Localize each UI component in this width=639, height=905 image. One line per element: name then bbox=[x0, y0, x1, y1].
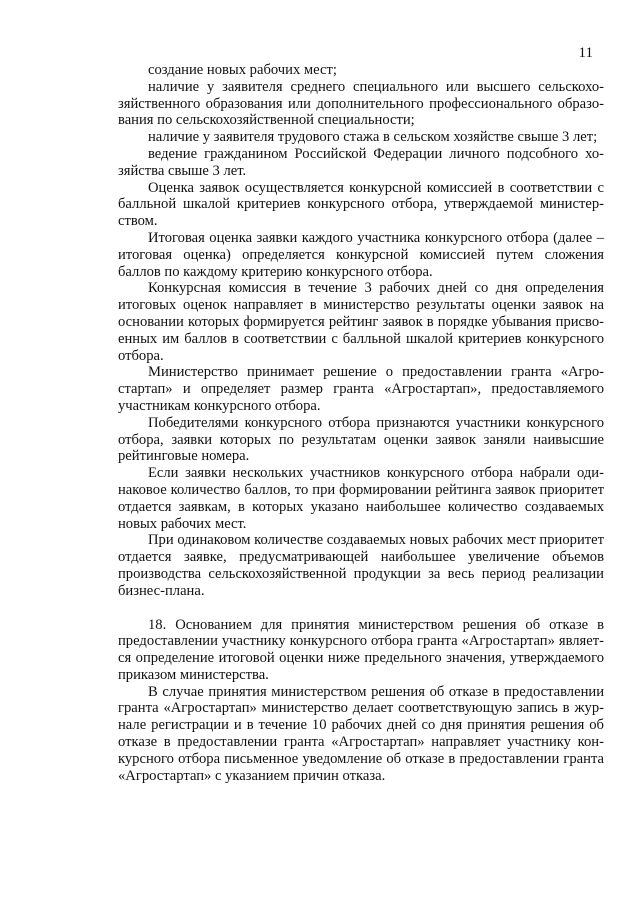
paragraph-commission-ranking: Конкурсная комиссия в течение 3 рабочих дней со дня определения итоговых оценок направляет в министерство результаты оценки заявок на основании которых формируется рейтинг заявок в порядке убывания присвоенных им баллов в соответствии с балльной шкалой критериев конкурсного отбора. bbox=[118, 280, 604, 364]
paragraph-criterion-education: наличие у заявителя среднего специального или высшего сельскохозяйственного образования или дополнительного профессионального образования по сельскохозяйственной специальности; bbox=[118, 78, 604, 129]
paragraph-ministry-decision: Министерство принимает решение о предоставлении гранта «Агростартап» и определяет размер гранта «Агростартап», предоставляемого участникам конкурсного отбора. bbox=[118, 364, 604, 414]
paragraph-section-18: 18. Основанием для принятия министерством решения об отказе в предоставлении участнику конкурсного отбора гранта «Агростартап» является определение итоговой оценки ниже предельного значения, утверждаемого приказом министерства. bbox=[118, 616, 604, 683]
paragraph-criterion-jobs: создание новых рабочих мест; bbox=[148, 62, 337, 78]
paragraph-criterion-experience: наличие у заявителя трудового стажа в сельском хозяйстве свыше 3 лет; bbox=[148, 129, 598, 146]
page-number: 11 bbox=[578, 45, 593, 61]
paragraph-refusal-notice: В случае принятия министерством решения об отказе в предоставлении гранта «Агростартап» министерство делает соответствующую запись в журнале регистрации и в течение 10 рабочих дней со дня принятия решения об отказе в предоставлении гранта «Агростартап» направляет участнику конкурсного отбора письменное уведомление об отказе в предоставлении гранта «Агростартап» с указанием причин отказа. bbox=[118, 683, 604, 784]
paragraph-final-score: Итоговая оценка заявки каждого участника конкурсного отбора (далее – итоговая оценка) определяется конкурсной комиссией путем сложения баллов по каждому критерию конкурсного отбора. bbox=[118, 229, 604, 280]
paragraph-evaluation: Оценка заявок осуществляется конкурсной комиссией в соответствии с балльной шкалой критериев конкурсного отбора, утверждаемой министерством. bbox=[118, 179, 604, 230]
paragraph-tie-production: При одинаковом количестве создаваемых новых рабочих мест приоритет отдается заявке, предусматривающей наибольшее увеличение объемов производства сельскохозяйственной продукции за весь период реализации бизнес-плана. bbox=[118, 532, 604, 599]
paragraph-criterion-household: ведение гражданином Российской Федерации личного подсобного хозяйства свыше 3 лет. bbox=[118, 145, 604, 179]
paragraph-tie-jobs: Если заявки нескольких участников конкурсного отбора набрали одинаковое количество баллов, то при формировании рейтинга заявок приоритет отдается заявкам, в которых указано наибольшее количество создаваемых новых рабочих мест. bbox=[118, 465, 604, 532]
document-body bbox=[118, 62, 604, 784]
paragraph-winners: Победителями конкурсного отбора признаются участники конкурсного отбора, заявки которых по результатам оценки заявок заняли наивысшие рейтинговые номера. bbox=[118, 414, 604, 465]
